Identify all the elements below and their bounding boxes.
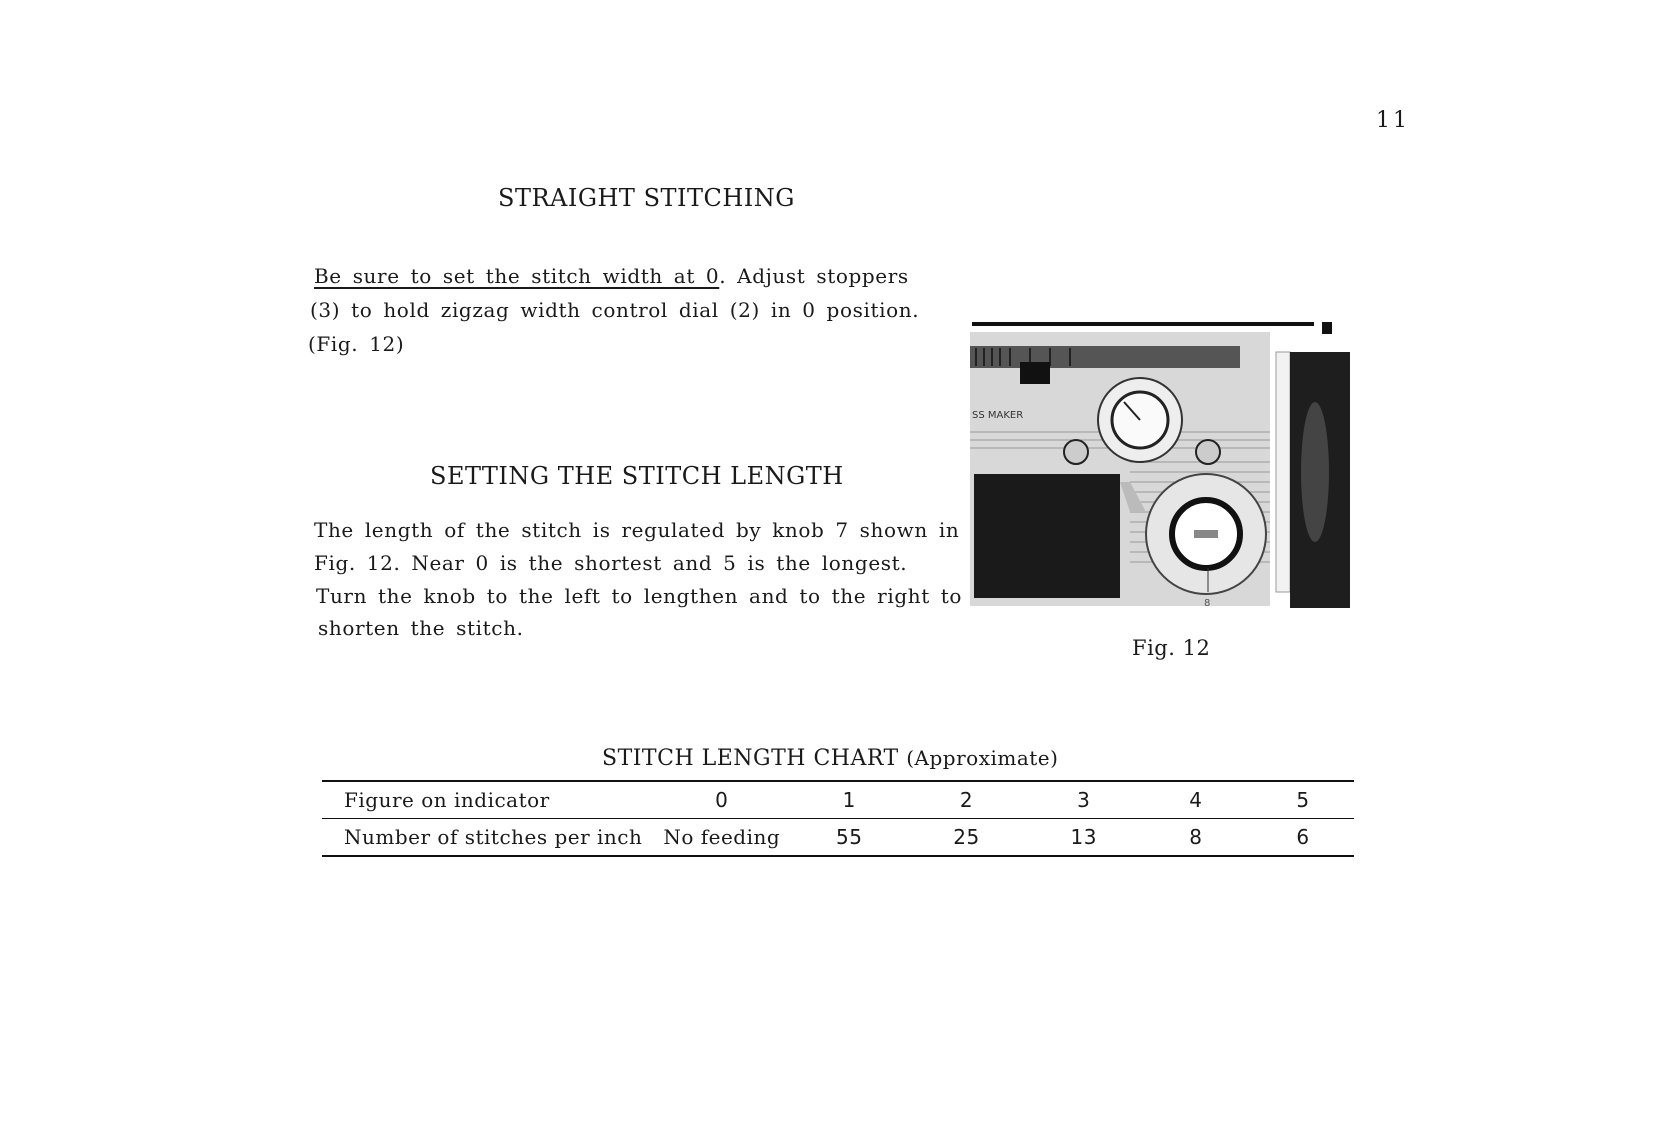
figure-caption: Fig. 12 xyxy=(1132,636,1211,660)
underlined-instruction: Be sure to set the stitch width at 0 xyxy=(314,264,720,288)
page-number: 11 xyxy=(1376,108,1410,133)
stitch-length-table xyxy=(322,780,1354,857)
table-cell: 55 xyxy=(835,825,863,849)
paragraph-line: (Fig. 12) xyxy=(308,332,405,356)
brand-label: SS MAKER xyxy=(972,410,1024,421)
table-cell: No feeding xyxy=(663,825,781,849)
paragraph-line: shorten the stitch. xyxy=(318,616,524,640)
row-label: Number of stitches per inch xyxy=(344,825,643,849)
table-cell: 0 xyxy=(715,788,729,812)
paragraph-line: (3) to hold zigzag width control dial (2) in 0 position. xyxy=(310,298,920,322)
table-row xyxy=(322,781,1354,819)
table-cell: 1 xyxy=(842,788,856,812)
table-cell: 5 xyxy=(1296,788,1310,812)
chart-title xyxy=(602,746,1058,771)
section-heading-straight-stitching: STRAIGHT STITCHING xyxy=(498,184,795,212)
paragraph-line: The length of the stitch is regulated by knob 7 shown in xyxy=(314,518,960,542)
instruction-rest: . Adjust stoppers xyxy=(719,264,909,288)
paragraph-line: Fig. 12. Near 0 is the shortest and 5 is the longest. xyxy=(314,551,908,575)
table-cell: 4 xyxy=(1189,788,1203,812)
callout-number: 8 xyxy=(1204,598,1211,609)
table-cell: 6 xyxy=(1296,825,1310,849)
chart-title-text: STITCH LENGTH CHART xyxy=(602,746,899,771)
chart-subtitle: (Approximate) xyxy=(906,746,1059,770)
paragraph-line xyxy=(314,264,909,288)
section-heading-stitch-length: SETTING THE STITCH LENGTH xyxy=(430,462,844,490)
table-cell: 2 xyxy=(959,788,974,812)
table-cell: 3 xyxy=(1077,788,1091,812)
sewing-machine-photo xyxy=(970,322,1356,618)
table-row xyxy=(322,819,1354,857)
paragraph-line: Turn the knob to the left to lengthen and to the right to xyxy=(316,584,963,608)
table-cell: 8 xyxy=(1189,825,1203,849)
table-cell: 25 xyxy=(953,825,980,849)
table-cell: 13 xyxy=(1070,825,1097,849)
row-label: Figure on indicator xyxy=(344,788,550,812)
